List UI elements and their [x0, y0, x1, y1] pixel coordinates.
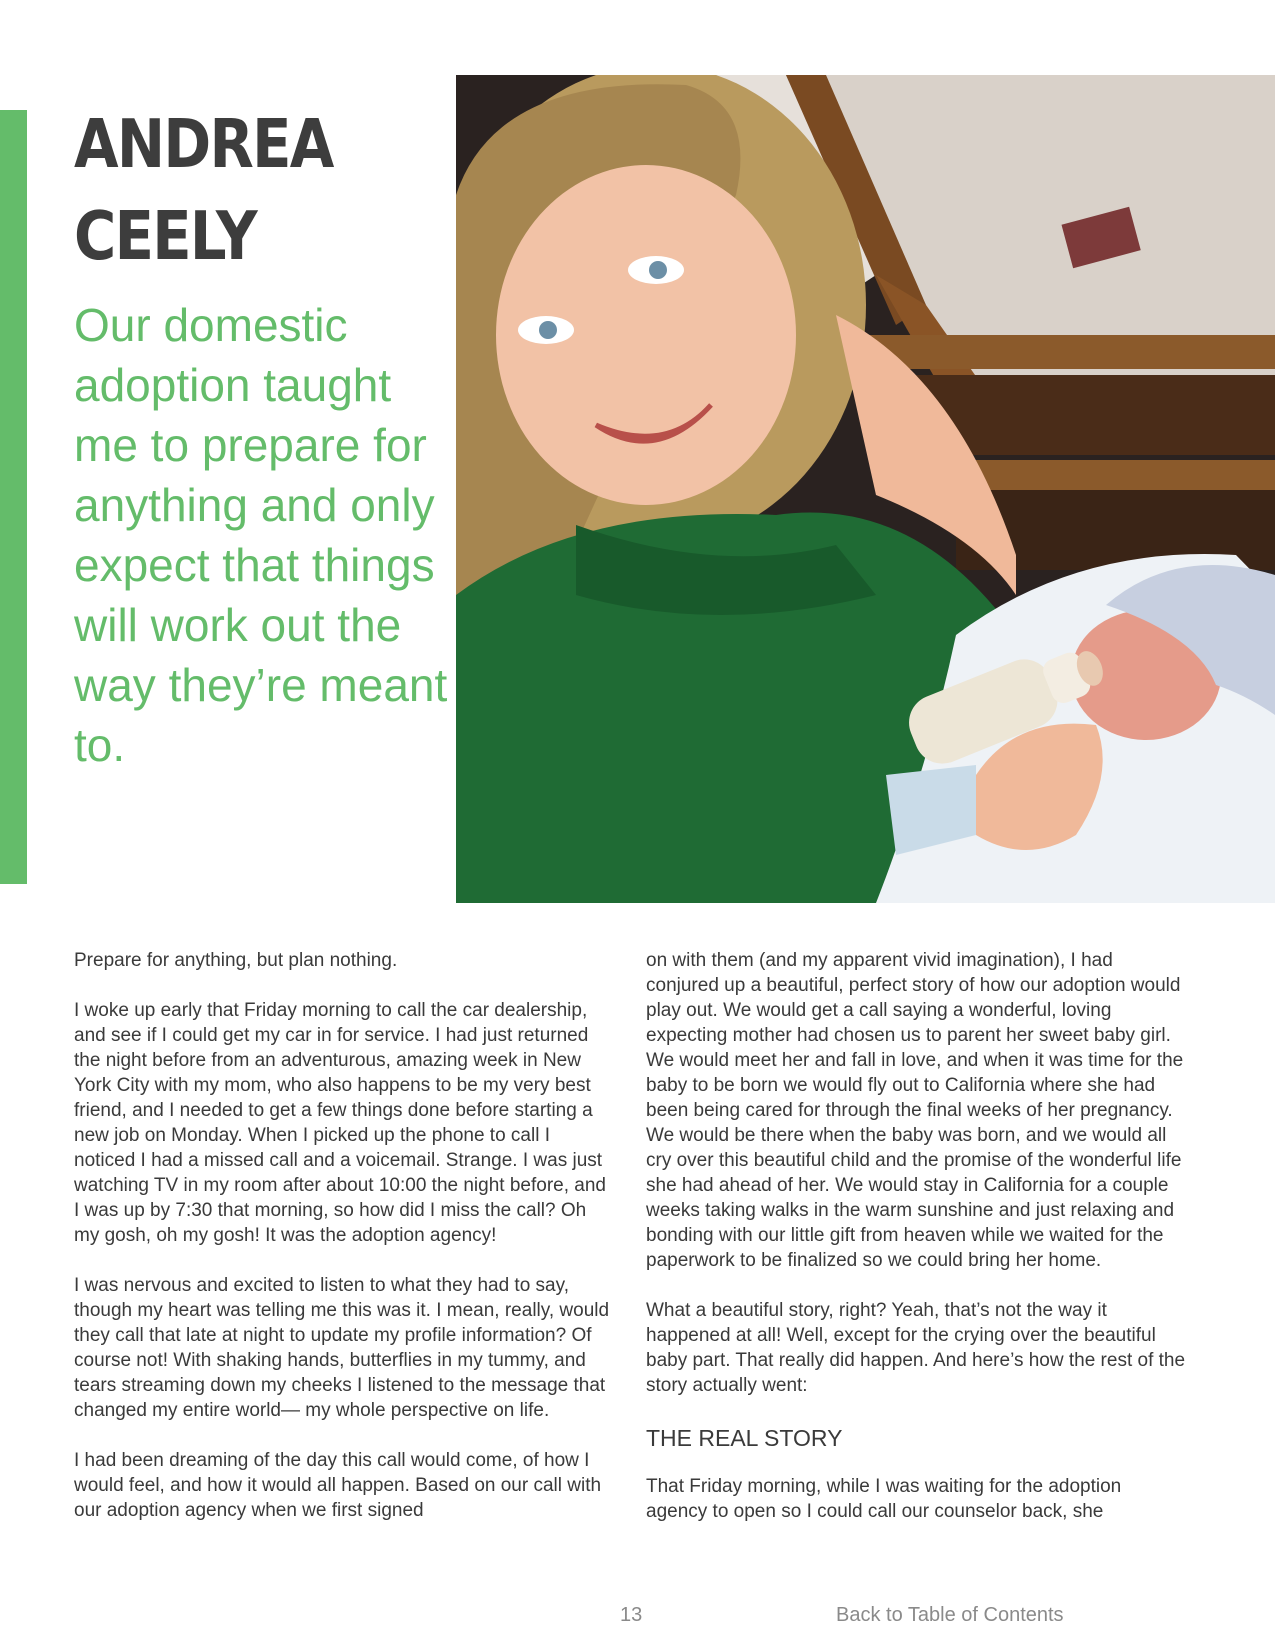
article-column-right	[646, 948, 1186, 1549]
paragraph: I had been dreaming of the day this call would come, of how I would feel, and how it would all happen. Based on our call with our adoption agency when we first signed	[74, 1450, 602, 1521]
paragraph: What a beautiful story, right? Yeah, that’s not the way it happened at all! Well, except for the crying over the beautiful baby part. That really did happen. And here’s how the rest of the story actually went:	[646, 1300, 1186, 1396]
back-to-toc-link[interactable]: Back to Table of Contents	[836, 1604, 1064, 1626]
paragraph: Prepare for anything, but plan nothing.	[74, 950, 398, 971]
paragraph: on with them (and my apparent vivid imagination), I had conjured up a beautiful, perfect story of how our adoption would play out. We would get a call saying a wonderful, loving expecting mother had chosen us to parent her sweet baby girl. We would meet her and fall in love, and when it was time for the baby to be born we would fly out to California where she had been being cared for through the final weeks of her pregnancy. We would be there when the baby was born, and we would all cry over this beautiful child and the promise of the wonderful life she had ahead of her. We would stay in California for a couple weeks taking walks in the warm sunshine and just relaxing and bonding with our little gift from heaven while we waited for the paperwork to be finalized so we could bring her home.	[646, 950, 1184, 1271]
pull-quote: Our domestic adoption taught me to prepare for anything and only expect that things will work out the way they’re meant to.	[74, 299, 448, 771]
page-number: 13	[620, 1604, 643, 1626]
paragraph: I woke up early that Friday morning to call the car dealership, and see if I could get my car in for service. I had just returned the night before from an adventurous, amazing week in New York City with my mom, who also happens to be my very best friend, and I needed to get a few things done before starting a new job on Monday. When I picked up the phone to call I noticed I had a missed call and a voicemail. Strange. I was just watching TV in my room after about 10:00 the night before, and I was up by 7:30 that morning, so how did I miss the call? Oh my gosh, oh my gosh! It was the adoption agency!	[74, 1000, 606, 1246]
name-first: ANDREA	[74, 105, 333, 183]
section-heading: THE REAL STORY	[646, 1425, 843, 1451]
paragraph: That Friday morning, while I was waiting for the adoption agency to open so I could call our counselor back, she	[646, 1476, 1122, 1522]
photo-woman-feeding-baby	[456, 75, 1275, 903]
article-column-left	[74, 948, 614, 1548]
paragraph: I was nervous and excited to listen to what they had to say, though my heart was telling me this was it. I mean, really, would they call that late at night to update my profile information? Of course not! With shaking hands, butterflies in my tummy, and tears streaming down my cheeks I listened to the message that changed my entire world— my whole perspective on life.	[74, 1275, 610, 1421]
name-last: CEELY	[74, 197, 256, 275]
accent-bar	[0, 110, 27, 884]
person-name	[74, 98, 384, 282]
